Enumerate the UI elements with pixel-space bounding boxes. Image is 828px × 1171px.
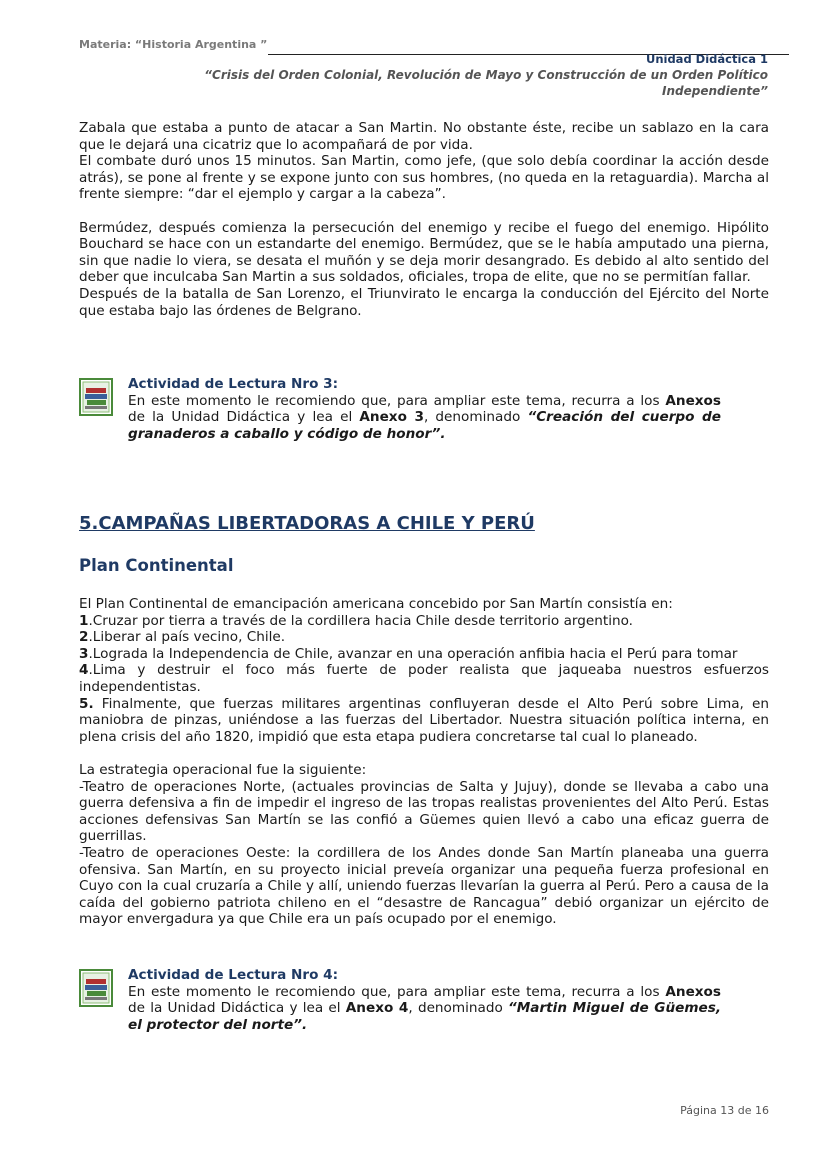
header-materia: Materia: “Historia Argentina ” bbox=[79, 38, 268, 51]
plan-intro: El Plan Continental de emancipación americana concebido por San Martín consistía en: bbox=[79, 596, 673, 612]
books-icon bbox=[79, 969, 113, 1007]
plan-item-3 bbox=[79, 646, 769, 663]
plan-item-3-text: .Lograda la Independencia de Chile, avanzar en una operación anfibia hacia el Perú para tomar bbox=[88, 645, 738, 662]
header-unidad: Unidad Didáctica 1 bbox=[645, 52, 768, 66]
paragraph-bermudez: Bermúdez, después comienza la persecución del enemigo y recibe el fuego del enemigo. Hipólito Bouchard se hace con un estandarte del enemigo. Bermúdez, que se le había amputado una pierna, sin que nadie lo viera, se desata el muñón y se deja morir desangrado. Es debido al alto sentido del deber que inculcaba San Martin a sus soldados, oficiales, tropa de elite, que no se permitían fallar. bbox=[79, 219, 769, 286]
plan-item-2-num: 2 bbox=[79, 629, 89, 646]
activity-4-anexo-title: “Martin Miguel de Güemes, el protector del norte”. bbox=[128, 1000, 721, 1033]
plan-item-1-text: .Cruzar por tierra a través de la cordillera hacia Chile desde territorio argentino. bbox=[88, 612, 633, 629]
activity-3-text bbox=[128, 393, 721, 443]
plan-item-2-text: .Liberar al país vecino, Chile. bbox=[88, 629, 286, 646]
activity-4-text-b: de la Unidad Didáctica y lea el bbox=[128, 1000, 346, 1017]
header-subtitle: “Crisis del Orden Colonial, Revolución de Mayo y Construcción de un Orden Político Independiente” bbox=[204, 68, 768, 98]
activity-3-body bbox=[128, 376, 721, 442]
page-number: Página 13 de 16 bbox=[680, 1104, 769, 1117]
plan-item-5 bbox=[79, 696, 769, 746]
plan-continental-text bbox=[79, 596, 769, 928]
activity-3-text-a: En este momento le recomiendo que, para ampliar este tema, recurra a los bbox=[128, 392, 666, 409]
strategy-intro: La estrategia operacional fue la siguiente: bbox=[79, 761, 367, 778]
activity-3-text-b: de la Unidad Didáctica y lea el bbox=[128, 409, 360, 426]
activity-4-text bbox=[128, 984, 721, 1034]
paragraph-sablazo: Zabala que estaba a punto de atacar a San Martin. No obstante éste, recibe un sablazo en la cara que le dejará una cicatriz que lo acompañará de por vida. bbox=[79, 120, 769, 153]
strategy-norte: -Teatro de operaciones Norte, (actuales provincias de Salta y Jujuy), donde se llevaba a cabo una guerra defensiva a fin de impedir el ingreso de las tropas realistas provenientes del Alto Perú. Estas acciones defensivas San Martín se las confió a Güemes quien llevó a cabo una eficaz guerra de guerrillas. bbox=[79, 778, 769, 845]
activity-4-body bbox=[128, 967, 721, 1033]
plan-item-4-num: 4 bbox=[79, 662, 89, 679]
plan-item-2 bbox=[79, 629, 769, 646]
plan-item-4-text: .Lima y destruir el foco más fuerte de poder realista que jaqueaba nuestros esfuerzos independentistas. bbox=[79, 662, 769, 695]
activity-4-anexo-ref: Anexo 4 bbox=[345, 1000, 409, 1017]
section-title: 5.CAMPAÑAS LIBERTADORAS A CHILE Y PERÚ bbox=[79, 513, 535, 534]
activity-4-text-a: En este momento le recomiendo que, para ampliar este tema, recurra a los bbox=[128, 983, 666, 1000]
activity-3-anexo-ref: Anexo 3 bbox=[359, 409, 424, 426]
plan-item-5-text: Finalmente, que fuerzas militares argentinas confluyeran desde el Alto Perú sobre Lima, en maniobra de pinzas, uniéndose a las fuerzas del Libertador. Nuestra situación política interna, en plena crisis del año 1820, impidió que esta etapa pudiera concretarse tal cual lo planeado. bbox=[79, 695, 769, 745]
books-icon bbox=[79, 378, 113, 416]
plan-item-5-num: 5. bbox=[79, 695, 94, 712]
activity-3-anexos: Anexos bbox=[665, 392, 721, 409]
activity-4-title: Actividad de Lectura Nro 4: bbox=[128, 967, 339, 983]
activity-3-text-c: , denominado bbox=[423, 409, 528, 426]
activity-4-text-c: , denominado bbox=[408, 1000, 508, 1017]
paragraph-combate: El combate duró unos 15 minutos. San Martin, como jefe, (que solo debía coordinar la acción desde atrás), se pone al frente y se expone junto con sus hombres, (no queda en la retaguardia). Marcha al frente siempre: “dar el ejemplo y cargar a la cabeza”. bbox=[79, 153, 769, 203]
activity-3-title: Actividad de Lectura Nro 3: bbox=[128, 376, 339, 392]
plan-item-4 bbox=[79, 662, 769, 695]
paragraph-ejercito-norte: Después de la batalla de San Lorenzo, el Triunvirato le encarga la conducción del Ejército del Norte que estaba bajo las órdenes de Belgrano. bbox=[79, 285, 769, 319]
strategy-oeste: -Teatro de operaciones Oeste: la cordillera de los Andes donde San Martín planeaba una guerra ofensiva. San Martín, en su proyecto inicial preveía organizar una pequeña fuerza profesional en Cuyo con la cual cruzaría a Chile y allí, uniendo fuerzas llevarían la guerra al Perú. Pero a causa de la caída del gobierno patriota chileno en el “desastre de Rancagua” debió organizar un ejército de mayor envergadura ya que Chile era un país ocupado por el enemigo. bbox=[79, 844, 769, 928]
subsection-title: Plan Continental bbox=[79, 556, 234, 575]
body-text-top bbox=[79, 120, 769, 319]
plan-item-1-num: 1 bbox=[79, 612, 89, 629]
plan-item-1 bbox=[79, 613, 769, 630]
activity-3-anexo-title: “Creación del cuerpo de granaderos a caballo y código de honor”. bbox=[128, 409, 721, 442]
activity-4-anexos: Anexos bbox=[665, 983, 721, 1000]
plan-item-3-num: 3 bbox=[79, 645, 89, 662]
